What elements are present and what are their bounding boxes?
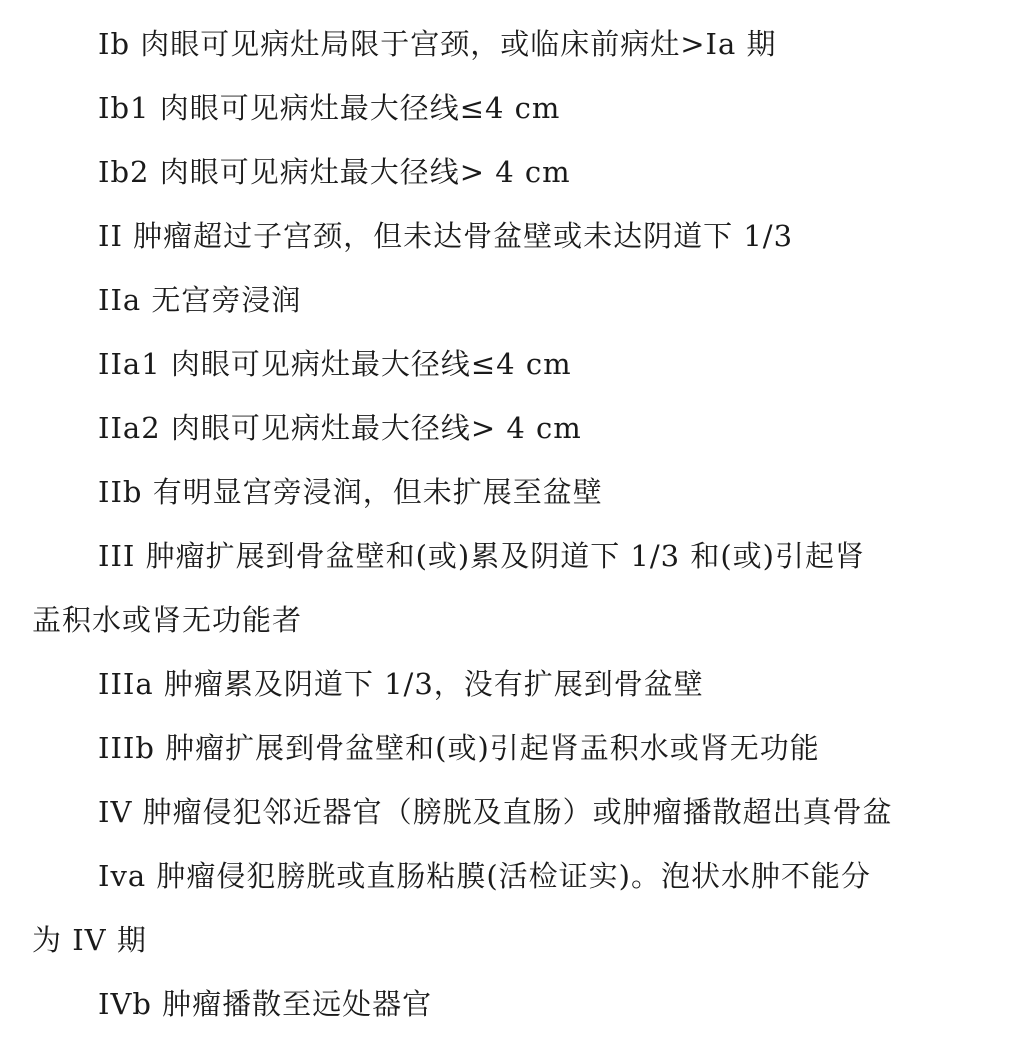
stage-iii-continued: 盂积水或肾无功能者 [32, 603, 303, 637]
stage-iiia-line: IIIa 肿瘤累及阴道下 1/3，没有扩展到骨盆壁 [98, 667, 704, 701]
stage-iia2-line: IIa2 肉眼可见病灶最大径线> 4 cm [98, 411, 582, 445]
stage-iva-line: Iva 肿瘤侵犯膀胱或直肠粘膜(活检证实)。泡状水肿不能分 [98, 859, 871, 893]
stage-ii-line: II 肿瘤超过子宫颈，但未达骨盆壁或未达阴道下 1/3 [98, 219, 794, 253]
stage-ib-line: Ib 肉眼可见病灶局限于宫颈，或临床前病灶>Ia 期 [98, 27, 777, 61]
stage-ivb-line: IVb 肿瘤播散至远处器官 [98, 987, 433, 1021]
stage-iva-continued: 为 IV 期 [32, 923, 147, 957]
stage-iv-line: IV 肿瘤侵犯邻近器官（膀胱及直肠）或肿瘤播散超出真骨盆 [98, 795, 893, 829]
stage-ib2-line: Ib2 肉眼可见病灶最大径线> 4 cm [98, 155, 571, 189]
stage-iia-line: IIa 无宫旁浸润 [98, 283, 302, 317]
stage-iiib-line: IIIb 肿瘤扩展到骨盆壁和(或)引起肾盂积水或肾无功能 [98, 731, 820, 765]
stage-iib-line: IIb 有明显宫旁浸润，但未扩展至盆壁 [98, 475, 603, 509]
stage-iii-line: III 肿瘤扩展到骨盆壁和(或)累及阴道下 1/3 和(或)引起肾 [98, 539, 865, 573]
stage-iia1-line: IIa1 肉眼可见病灶最大径线≤4 cm [98, 347, 572, 381]
stage-ib1-line: Ib1 肉眼可见病灶最大径线≤4 cm [98, 91, 561, 125]
